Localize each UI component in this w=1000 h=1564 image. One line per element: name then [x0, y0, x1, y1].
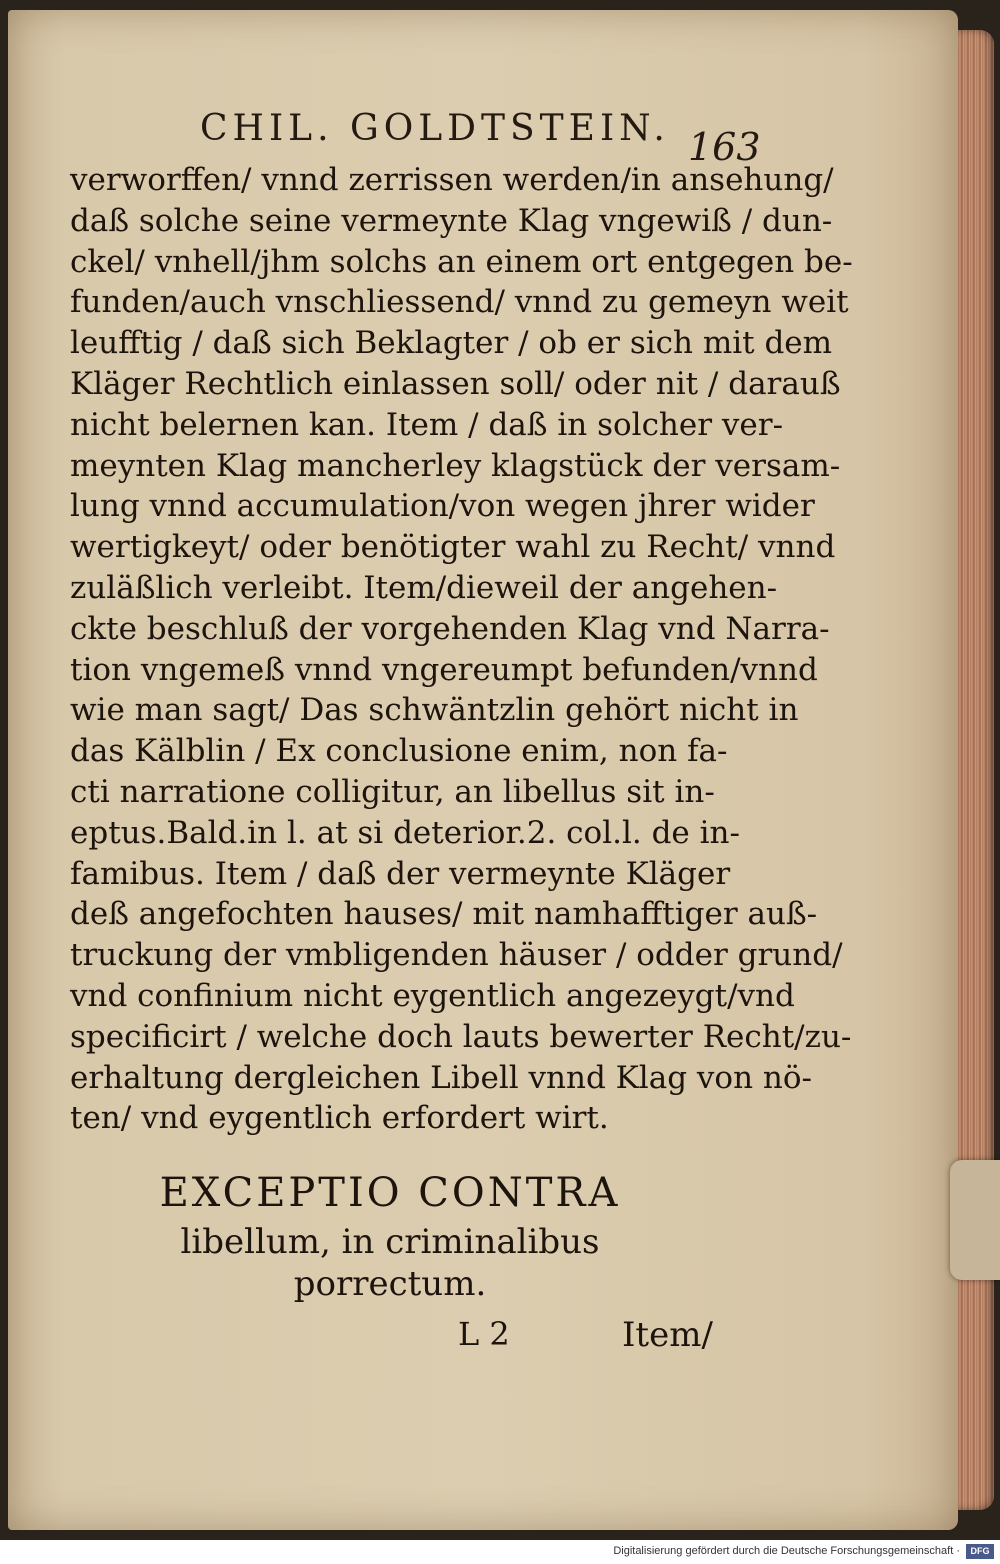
running-head: CHIL. GOLDTSTEIN.	[200, 108, 670, 149]
text-line: wie man sagt/ Das schwäntzlin gehört nicht in	[70, 692, 799, 729]
text-line: funden/auch vnschliessend/ vnnd zu gemeyn weit	[70, 284, 849, 321]
text-line: verworffen/ vnnd zerrissen werden/in ansehung/	[70, 162, 834, 198]
text-line: zuläßlich verleibt. Item/dieweil der angehen-	[70, 569, 778, 606]
text-line: wertigkeyt/ oder benötigter wahl zu Recht/ vnnd	[70, 529, 836, 566]
text-line: leufftig / daß sich Beklagter / ob er sich mit dem	[70, 325, 833, 362]
text-line: ckte beschluß der vorgehenden Klag vnd Narra-	[70, 610, 830, 647]
text-line: Kläger Rechtlich einlassen soll/ oder nit / darauß	[70, 365, 841, 402]
text-line: nicht belernen kan. Item / daß in solcher ver-	[70, 406, 784, 443]
text-line: daß solche seine vermeynte Klag vngewiß / dun-	[70, 202, 833, 239]
footer-bar	[0, 1540, 1000, 1564]
text-line: tion vngemeß vnnd vngereumpt befunden/vnnd	[70, 651, 818, 688]
text-line: eptus.Bald.in l. at si deterior.2. col.l. de in-	[70, 814, 740, 851]
section-heading-line-3: porrectum.	[293, 1264, 487, 1304]
text-line: vnd confinium nicht eygentlich angezeygt/vnd	[70, 977, 795, 1014]
text-line: erhaltung dergleichen Libell vnnd Klag von nö-	[70, 1059, 813, 1096]
section-heading-line-1: EXCEPTIO CONTRA	[159, 1170, 621, 1216]
dfg-logo: DFG	[966, 1544, 994, 1559]
body-text	[70, 160, 853, 1139]
text-line: meynten Klag mancherley klagstück der versam-	[70, 447, 841, 484]
text-line: cti narratione colligitur, an libellus sit in-	[70, 773, 715, 810]
text-line: lung vnnd accumulation/von wegen jhrer wider	[70, 488, 815, 525]
page-number: 163	[688, 125, 761, 169]
text-line: ten/ vnd eygentlich erfordert wirt.	[70, 1100, 609, 1137]
footer-credit: Digitalisierung gefördert durch die Deutsche Forschungsgemeinschaft ·	[613, 1545, 960, 1557]
page-tab-marker	[950, 1160, 1000, 1280]
text-line: famibus. Item / daß der vermeynte Kläger	[70, 855, 731, 892]
signature-mark: L 2	[458, 1315, 510, 1353]
text-line: specificirt / welche doch lauts bewerter Recht/zu-	[70, 1018, 852, 1055]
text-line: truckung der vmbligenden häuser / odder grund/	[70, 937, 843, 974]
text-line: ckel/ vnhell/jhm solchs an einem ort entgegen be-	[70, 243, 853, 280]
book-fore-edge	[958, 30, 994, 1510]
text-line: das Kälblin / Ex conclusione enim, non fa-	[70, 733, 728, 770]
section-heading-line-2: libellum, in criminalibus	[180, 1222, 600, 1262]
text-line: deß angefochten hauses/ mit namhafftiger auß-	[70, 896, 818, 933]
catchword: Item/	[622, 1315, 713, 1355]
